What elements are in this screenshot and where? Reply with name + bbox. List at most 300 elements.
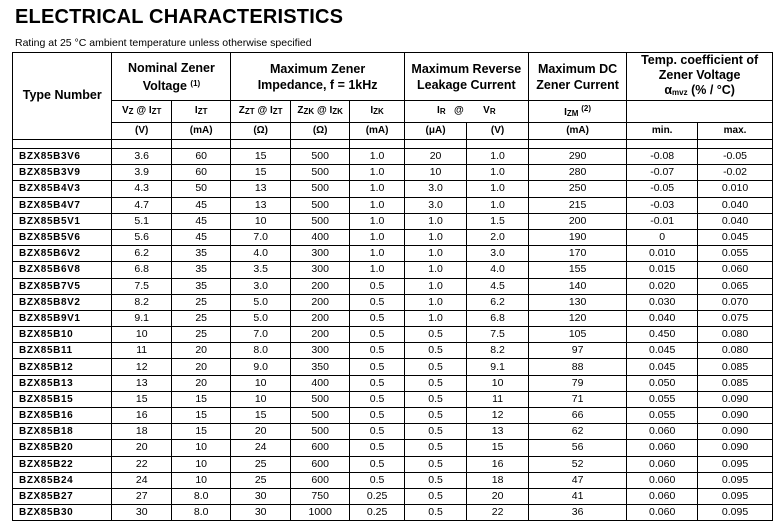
value-cell: 10 — [467, 375, 529, 391]
value-cell: 1.0 — [404, 278, 467, 294]
value-cell: -0.07 — [627, 165, 698, 181]
value-cell: 1.0 — [404, 294, 467, 310]
value-cell: 0.5 — [350, 343, 404, 359]
value-cell: 5.6 — [112, 229, 171, 245]
value-cell: 10 — [231, 391, 290, 407]
value-cell: 8.2 — [467, 343, 529, 359]
value-cell: 0.5 — [404, 327, 467, 343]
unit-cell: (Ω) — [231, 123, 290, 140]
value-cell: 36 — [528, 505, 626, 521]
value-cell: 7.0 — [231, 327, 290, 343]
value-cell: 1.0 — [350, 262, 404, 278]
type-number-cell: BZX85B18 — [13, 424, 112, 440]
value-cell: -0.08 — [627, 149, 698, 165]
value-cell: 0.5 — [350, 310, 404, 326]
subheader-max: max. — [698, 123, 773, 140]
header-type-number — [13, 53, 112, 123]
table-row — [13, 488, 773, 504]
value-cell: 0.040 — [698, 197, 773, 213]
value-cell: 0.5 — [350, 456, 404, 472]
value-cell: 0.085 — [698, 359, 773, 375]
header-temp-label: Temp. coefficient of Zener Voltage — [641, 53, 759, 82]
unit-cell: (Ω) — [290, 123, 349, 140]
value-cell: 3.0 — [404, 197, 467, 213]
value-cell: 1.0 — [350, 246, 404, 262]
subheader-zzt-at-izt: ZZT @ IZT — [231, 101, 290, 123]
table-row — [13, 440, 773, 456]
unit-cell: (μA) — [404, 123, 467, 140]
value-cell: 200 — [528, 213, 626, 229]
value-cell: 6.2 — [467, 294, 529, 310]
spacer-row — [13, 140, 773, 149]
value-cell: 0.5 — [350, 391, 404, 407]
value-cell: 20 — [231, 424, 290, 440]
value-cell: 35 — [171, 246, 230, 262]
table-row — [13, 456, 773, 472]
value-cell: 5.0 — [231, 294, 290, 310]
type-number-cell: BZX85B20 — [13, 440, 112, 456]
value-cell: 500 — [290, 213, 349, 229]
value-cell: 300 — [290, 262, 349, 278]
value-cell: 47 — [528, 472, 626, 488]
value-cell: 120 — [528, 310, 626, 326]
value-cell: 170 — [528, 246, 626, 262]
value-cell: 45 — [171, 197, 230, 213]
header-temp-coefficient — [627, 53, 773, 101]
value-cell: 0.5 — [404, 391, 467, 407]
value-cell: 10 — [404, 165, 467, 181]
value-cell: 60 — [171, 149, 230, 165]
value-cell: 0.020 — [627, 278, 698, 294]
value-cell: 1.0 — [350, 181, 404, 197]
value-cell: 500 — [290, 424, 349, 440]
value-cell: 1.0 — [467, 181, 529, 197]
value-cell: 4.7 — [112, 197, 171, 213]
value-cell: 9.1 — [112, 310, 171, 326]
value-cell: 35 — [171, 278, 230, 294]
value-cell: 0.5 — [350, 278, 404, 294]
value-cell: 3.6 — [112, 149, 171, 165]
value-cell: 0.060 — [627, 440, 698, 456]
value-cell: 13 — [467, 424, 529, 440]
table-row — [13, 375, 773, 391]
subheader-min: min. — [627, 123, 698, 140]
value-cell: 0.055 — [627, 391, 698, 407]
value-cell: 215 — [528, 197, 626, 213]
value-cell: 10 — [112, 327, 171, 343]
value-cell: 0.060 — [627, 424, 698, 440]
table-row — [13, 424, 773, 440]
value-cell: 0.090 — [698, 391, 773, 407]
type-number-cell: BZX85B9V1 — [13, 310, 112, 326]
subheader-izk: IZK — [350, 101, 404, 123]
type-number-cell: BZX85B5V1 — [13, 213, 112, 229]
value-cell: 155 — [528, 262, 626, 278]
value-cell: 0.050 — [627, 375, 698, 391]
header-max-dc-zener-current: Maximum DC Zener Current — [528, 53, 626, 101]
table-row — [13, 229, 773, 245]
temp-unit: (% / °C) — [691, 83, 735, 97]
value-cell: 0.5 — [350, 327, 404, 343]
value-cell: 1.0 — [350, 197, 404, 213]
value-cell: 0.060 — [627, 456, 698, 472]
value-cell: 5.0 — [231, 310, 290, 326]
value-cell: 400 — [290, 229, 349, 245]
value-cell: 0.090 — [698, 440, 773, 456]
value-cell: -0.05 — [698, 149, 773, 165]
value-cell: 25 — [171, 327, 230, 343]
value-cell: 8.0 — [171, 505, 230, 521]
value-cell: 10 — [171, 472, 230, 488]
value-cell: 0.010 — [627, 246, 698, 262]
type-number-cell: BZX85B13 — [13, 375, 112, 391]
value-cell: 25 — [171, 294, 230, 310]
value-cell: 130 — [528, 294, 626, 310]
value-cell: 3.9 — [112, 165, 171, 181]
value-cell: 0.095 — [698, 456, 773, 472]
table-row — [13, 343, 773, 359]
value-cell: 60 — [171, 165, 230, 181]
value-cell: 105 — [528, 327, 626, 343]
table-row — [13, 181, 773, 197]
type-number-cell: BZX85B24 — [13, 472, 112, 488]
value-cell: -0.02 — [698, 165, 773, 181]
value-cell: 88 — [528, 359, 626, 375]
value-cell: 350 — [290, 359, 349, 375]
subheader-temp-blank — [627, 101, 773, 123]
subheader-izt: IZT — [171, 101, 230, 123]
value-cell: 30 — [231, 488, 290, 504]
value-cell: 0.450 — [627, 327, 698, 343]
value-cell: 0.5 — [404, 456, 467, 472]
table-row — [13, 278, 773, 294]
value-cell: 66 — [528, 408, 626, 424]
value-cell: 25 — [231, 456, 290, 472]
value-cell: 0.25 — [350, 488, 404, 504]
value-cell: 0.5 — [404, 505, 467, 521]
value-cell: 24 — [231, 440, 290, 456]
temp-symbol: α — [664, 83, 673, 97]
value-cell: 200 — [290, 310, 349, 326]
value-cell: 13 — [112, 375, 171, 391]
value-cell: 0.065 — [698, 278, 773, 294]
value-cell: 1000 — [290, 505, 349, 521]
table-row — [13, 505, 773, 521]
value-cell: 15 — [231, 408, 290, 424]
page-title: ELECTRICAL CHARACTERISTICS — [15, 6, 344, 28]
value-cell: 0.055 — [627, 408, 698, 424]
value-cell: 1.0 — [404, 310, 467, 326]
value-cell: 15 — [171, 408, 230, 424]
value-cell: 15 — [112, 391, 171, 407]
value-cell: 750 — [290, 488, 349, 504]
value-cell: 500 — [290, 408, 349, 424]
value-cell: 0.5 — [404, 440, 467, 456]
value-cell: 7.5 — [467, 327, 529, 343]
value-cell: 280 — [528, 165, 626, 181]
header-type-label: Type Number — [22, 87, 102, 102]
value-cell: 300 — [290, 246, 349, 262]
value-cell: 190 — [528, 229, 626, 245]
value-cell: 1.0 — [404, 246, 467, 262]
value-cell: 79 — [528, 375, 626, 391]
value-cell: 0.5 — [350, 408, 404, 424]
header-max-zener-impedance: Maximum Zener Impedance, f = 1kHz — [231, 53, 404, 101]
header-nominal-zener-voltage — [112, 53, 231, 101]
value-cell: 7.0 — [231, 229, 290, 245]
table-row — [13, 246, 773, 262]
value-cell: 0.5 — [404, 375, 467, 391]
value-cell: 400 — [290, 375, 349, 391]
value-cell: 20 — [467, 488, 529, 504]
value-cell: 300 — [290, 343, 349, 359]
value-cell: 6.8 — [467, 310, 529, 326]
type-number-cell: BZX85B27 — [13, 488, 112, 504]
type-number-cell: BZX85B16 — [13, 408, 112, 424]
subheader-ir-at-vr: IR @ VR — [404, 101, 528, 123]
value-cell: 1.5 — [467, 213, 529, 229]
type-number-cell: BZX85B3V9 — [13, 165, 112, 181]
value-cell: 140 — [528, 278, 626, 294]
value-cell: 500 — [290, 165, 349, 181]
value-cell: 4.5 — [467, 278, 529, 294]
value-cell: 0.055 — [698, 246, 773, 262]
value-cell: 0.5 — [404, 343, 467, 359]
value-cell: 1.0 — [467, 165, 529, 181]
table-row — [13, 310, 773, 326]
value-cell: 27 — [112, 488, 171, 504]
value-cell: 0.5 — [350, 440, 404, 456]
value-cell: 1.0 — [350, 165, 404, 181]
value-cell: -0.05 — [627, 181, 698, 197]
value-cell: 0.060 — [627, 472, 698, 488]
value-cell: 0.085 — [698, 375, 773, 391]
unit-cell: (V) — [112, 123, 171, 140]
value-cell: 10 — [231, 375, 290, 391]
value-cell: 3.5 — [231, 262, 290, 278]
value-cell: 9.1 — [467, 359, 529, 375]
type-number-cell: BZX85B7V5 — [13, 278, 112, 294]
value-cell: 0.015 — [627, 262, 698, 278]
table-row — [13, 165, 773, 181]
page-subtitle: Rating at 25 °C ambient temperature unless otherwise specified — [15, 37, 312, 49]
value-cell: 0.045 — [627, 359, 698, 375]
value-cell: 20 — [171, 359, 230, 375]
value-cell: 6.2 — [112, 246, 171, 262]
table-row — [13, 472, 773, 488]
value-cell: 290 — [528, 149, 626, 165]
value-cell: 15 — [231, 165, 290, 181]
type-number-cell: BZX85B3V6 — [13, 149, 112, 165]
value-cell: 8.2 — [112, 294, 171, 310]
value-cell: 0.095 — [698, 505, 773, 521]
value-cell: 0.045 — [698, 229, 773, 245]
units-type-blank — [13, 123, 112, 140]
value-cell: 22 — [467, 505, 529, 521]
value-cell: 20 — [112, 440, 171, 456]
value-cell: 18 — [467, 472, 529, 488]
table-row — [13, 213, 773, 229]
value-cell: 0.095 — [698, 472, 773, 488]
value-cell: 0.070 — [698, 294, 773, 310]
value-cell: 25 — [231, 472, 290, 488]
value-cell: 15 — [171, 391, 230, 407]
value-cell: 8.0 — [231, 343, 290, 359]
table-row — [13, 327, 773, 343]
value-cell: 4.0 — [467, 262, 529, 278]
value-cell: 25 — [171, 310, 230, 326]
value-cell: 0.090 — [698, 424, 773, 440]
value-cell: 20 — [171, 375, 230, 391]
type-number-cell: BZX85B6V2 — [13, 246, 112, 262]
footnote-1-marker: (1) — [190, 78, 201, 88]
type-number-cell: BZX85B15 — [13, 391, 112, 407]
value-cell: 0.5 — [404, 424, 467, 440]
value-cell: 1.0 — [350, 229, 404, 245]
value-cell: 56 — [528, 440, 626, 456]
value-cell: 5.1 — [112, 213, 171, 229]
value-cell: 0.090 — [698, 408, 773, 424]
value-cell: 30 — [231, 505, 290, 521]
value-cell: -0.03 — [627, 197, 698, 213]
value-cell: -0.01 — [627, 213, 698, 229]
value-cell: 20 — [404, 149, 467, 165]
value-cell: 0.5 — [350, 359, 404, 375]
value-cell: 30 — [112, 505, 171, 521]
value-cell: 1.0 — [404, 262, 467, 278]
value-cell: 50 — [171, 181, 230, 197]
value-cell: 0.5 — [404, 488, 467, 504]
value-cell: 500 — [290, 197, 349, 213]
value-cell: 0.080 — [698, 343, 773, 359]
type-number-cell: BZX85B6V8 — [13, 262, 112, 278]
value-cell: 35 — [171, 262, 230, 278]
table-row — [13, 262, 773, 278]
value-cell: 0.060 — [698, 262, 773, 278]
value-cell: 500 — [290, 181, 349, 197]
value-cell: 10 — [171, 440, 230, 456]
value-cell: 45 — [171, 229, 230, 245]
value-cell: 15 — [231, 149, 290, 165]
value-cell: 0.075 — [698, 310, 773, 326]
value-cell: 3.0 — [404, 181, 467, 197]
value-cell: 0.095 — [698, 488, 773, 504]
table-row — [13, 359, 773, 375]
value-cell: 97 — [528, 343, 626, 359]
value-cell: 0.080 — [698, 327, 773, 343]
header-nominal-label: Nominal Zener Voltage — [128, 60, 215, 93]
unit-cell: (mA) — [350, 123, 404, 140]
value-cell: 0.060 — [627, 488, 698, 504]
subheader-izm: IZM $^{(2)}$ — [528, 101, 626, 123]
value-cell: 0.040 — [627, 310, 698, 326]
value-cell: 0 — [627, 229, 698, 245]
type-number-cell: BZX85B10 — [13, 327, 112, 343]
value-cell: 1.0 — [350, 149, 404, 165]
value-cell: 0.010 — [698, 181, 773, 197]
value-cell: 15 — [171, 424, 230, 440]
data-rows — [13, 149, 773, 521]
value-cell: 0.045 — [627, 343, 698, 359]
value-cell: 41 — [528, 488, 626, 504]
value-cell: 16 — [112, 408, 171, 424]
value-cell: 1.0 — [467, 197, 529, 213]
value-cell: 22 — [112, 456, 171, 472]
value-cell: 1.0 — [350, 213, 404, 229]
value-cell: 13 — [231, 181, 290, 197]
type-number-cell: BZX85B11 — [13, 343, 112, 359]
value-cell: 1.0 — [404, 229, 467, 245]
table-row — [13, 197, 773, 213]
value-cell: 10 — [171, 456, 230, 472]
value-cell: 62 — [528, 424, 626, 440]
value-cell: 0.5 — [404, 472, 467, 488]
value-cell: 4.3 — [112, 181, 171, 197]
value-cell: 0.5 — [350, 294, 404, 310]
value-cell: 2.0 — [467, 229, 529, 245]
unit-cell: (mA) — [528, 123, 626, 140]
temp-symbol-sub: mvz — [672, 88, 688, 97]
value-cell: 6.8 — [112, 262, 171, 278]
value-cell: 200 — [290, 278, 349, 294]
value-cell: 0.030 — [627, 294, 698, 310]
value-cell: 12 — [112, 359, 171, 375]
value-cell: 10 — [231, 213, 290, 229]
type-number-cell: BZX85B12 — [13, 359, 112, 375]
type-number-cell: BZX85B4V7 — [13, 197, 112, 213]
value-cell: 0.5 — [350, 424, 404, 440]
type-number-cell: BZX85B5V6 — [13, 229, 112, 245]
value-cell: 0.060 — [627, 505, 698, 521]
type-number-cell: BZX85B30 — [13, 505, 112, 521]
type-number-cell: BZX85B8V2 — [13, 294, 112, 310]
value-cell: 16 — [467, 456, 529, 472]
value-cell: 0.5 — [350, 375, 404, 391]
value-cell: 15 — [467, 440, 529, 456]
subheader-vz-at-izt: VZ @ IZT — [112, 101, 171, 123]
table-row — [13, 294, 773, 310]
value-cell: 45 — [171, 213, 230, 229]
unit-cell: (mA) — [171, 123, 230, 140]
value-cell: 0.5 — [404, 408, 467, 424]
value-cell: 11 — [467, 391, 529, 407]
value-cell: 0.040 — [698, 213, 773, 229]
value-cell: 18 — [112, 424, 171, 440]
value-cell: 600 — [290, 440, 349, 456]
value-cell: 11 — [112, 343, 171, 359]
table-row — [13, 408, 773, 424]
value-cell: 9.0 — [231, 359, 290, 375]
table-row — [13, 149, 773, 165]
value-cell: 71 — [528, 391, 626, 407]
value-cell: 20 — [171, 343, 230, 359]
value-cell: 52 — [528, 456, 626, 472]
value-cell: 250 — [528, 181, 626, 197]
unit-cell: (V) — [467, 123, 529, 140]
value-cell: 600 — [290, 472, 349, 488]
value-cell: 3.0 — [467, 246, 529, 262]
subheader-zzk-at-izk: ZZK @ IZK — [290, 101, 349, 123]
value-cell: 12 — [467, 408, 529, 424]
value-cell: 600 — [290, 456, 349, 472]
value-cell: 8.0 — [171, 488, 230, 504]
value-cell: 200 — [290, 327, 349, 343]
type-number-cell: BZX85B22 — [13, 456, 112, 472]
value-cell: 3.0 — [231, 278, 290, 294]
value-cell: 1.0 — [404, 213, 467, 229]
value-cell: 0.5 — [350, 472, 404, 488]
value-cell: 7.5 — [112, 278, 171, 294]
